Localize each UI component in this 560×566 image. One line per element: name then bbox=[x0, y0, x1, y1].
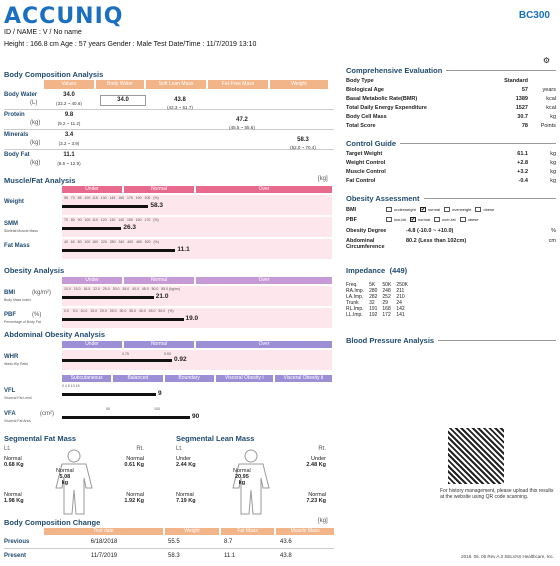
visceral-head: Visceral Obesity Ⅱ bbox=[275, 375, 332, 382]
eval-unit bbox=[528, 78, 556, 84]
eval-row bbox=[346, 123, 556, 129]
eval-unit: Points bbox=[540, 123, 556, 129]
impedance-head-cell: Freq. bbox=[346, 282, 358, 288]
impedance-cell: 141 bbox=[396, 312, 405, 318]
impedance-cell: RL.Imp. bbox=[346, 306, 364, 312]
value-bar bbox=[62, 227, 121, 230]
visceral-header bbox=[62, 375, 332, 382]
option-label: underweight bbox=[394, 207, 416, 212]
assess-option bbox=[475, 207, 494, 213]
test-info-line: Height : 166.8 cm Age : 57 years Gender : Male Test Date/Time : 11/7/2019 13:10 bbox=[4, 41, 257, 48]
obesity-header: Under Normal Over bbox=[62, 277, 332, 284]
assess-option bbox=[420, 207, 440, 213]
option-label: low-fat bbox=[394, 217, 406, 222]
composition-title: Body Composition Analysis bbox=[4, 70, 104, 79]
control-value: +2.8 bbox=[517, 160, 528, 166]
bp-title: Blood Pressure Analysis bbox=[346, 336, 435, 345]
tick-labels: 70 80 90 100 110 120 130 140 150 160 170 (%) bbox=[64, 218, 159, 222]
eval-unit: kcal bbox=[546, 105, 556, 111]
row-label: BMI bbox=[4, 290, 15, 296]
bar-value: 21.0 bbox=[155, 293, 169, 300]
eval-value: 1389 bbox=[515, 96, 528, 102]
table-row bbox=[346, 312, 413, 318]
impedance-cell: RA.Imp. bbox=[346, 288, 365, 294]
assess-option bbox=[444, 207, 471, 213]
control-row bbox=[346, 169, 556, 175]
row-sublabel: Body Mass Index bbox=[4, 298, 31, 302]
option-label: overweight bbox=[452, 207, 472, 212]
control-value: -0.4 bbox=[518, 178, 528, 184]
option-label: obese bbox=[467, 217, 479, 222]
value-bar bbox=[62, 249, 175, 252]
row-sublabel: Skeletal Muscle Mass bbox=[4, 229, 38, 233]
control-label: Target Weight bbox=[346, 151, 383, 157]
impedance-cell: 172 bbox=[382, 312, 391, 318]
eval-unit: years bbox=[542, 87, 556, 93]
assess-title: Obesity Assessment bbox=[346, 194, 420, 203]
visceral-head: Boundary bbox=[165, 375, 214, 382]
impedance-title: Impedance bbox=[346, 266, 386, 275]
settings-icon[interactable]: ⚙ bbox=[542, 56, 550, 65]
muscle-row bbox=[4, 195, 334, 217]
eval-row bbox=[346, 87, 556, 93]
eval-row bbox=[346, 114, 556, 120]
bar-value: 11.1 bbox=[177, 246, 190, 253]
muscle-unit: [kg] bbox=[318, 176, 328, 182]
whr-bar bbox=[62, 359, 172, 362]
checkbox-icon: ✔ bbox=[410, 217, 416, 224]
control-unit: kg bbox=[550, 178, 556, 184]
abdominal-title: Abdominal Obesity Analysis bbox=[4, 330, 105, 339]
control-unit: kg bbox=[550, 160, 556, 166]
id-line: ID / NAME : V / No name bbox=[4, 29, 82, 36]
body-figure-icon bbox=[44, 448, 104, 516]
slm-value: 43.8 bbox=[174, 97, 186, 103]
assess-option bbox=[386, 207, 416, 213]
row-minerals: Minerals (kg) 3.4 (3.2 ~ 3.9) bbox=[4, 130, 334, 150]
impedance-table bbox=[346, 282, 413, 318]
visceral-head: Subcutaneous bbox=[62, 375, 111, 382]
eval-title: Comprehensive Evaluation bbox=[346, 66, 443, 75]
obesity-degree-row: Obesity Degree -4.8 (-10.0 ~ +10.0) % bbox=[346, 228, 556, 234]
impedance-cell: 210 bbox=[396, 294, 405, 300]
assess-option bbox=[386, 217, 406, 223]
row-unit: (%) bbox=[32, 312, 42, 318]
vfa-row: VFA (cm²) Visceral Fat Area 50 100 90 bbox=[4, 407, 200, 423]
impedance-cell: 248 bbox=[382, 288, 391, 294]
composition-header bbox=[44, 80, 329, 89]
body-figure-icon bbox=[221, 448, 281, 516]
control-row bbox=[346, 178, 556, 184]
footer: 2018. 06. 06 Rev A.2 SELVAS Healthcare, Inc. bbox=[461, 554, 554, 559]
checkbox-icon bbox=[444, 207, 450, 212]
assess-option bbox=[460, 217, 479, 223]
control-label: Fat Control bbox=[346, 178, 376, 184]
control-row bbox=[346, 160, 556, 166]
vfl-row: VFL Visceral Fat Level 0 4 5 10 15 9 bbox=[4, 384, 162, 400]
value-bar bbox=[62, 318, 184, 321]
row-label: Fat Mass bbox=[4, 243, 30, 249]
visceral-head: Balanced bbox=[113, 375, 162, 382]
col-weight: Weight bbox=[270, 80, 328, 89]
change-title: Body Composition Change bbox=[4, 518, 101, 527]
weight-value: 58.3 bbox=[297, 137, 309, 143]
control-rows bbox=[346, 151, 556, 184]
bar-value: 58.3 bbox=[150, 202, 164, 209]
row-label: SMM bbox=[4, 221, 18, 227]
pbf-assess-row: PBF low-fat ✔ normal over-fat obese bbox=[346, 217, 479, 224]
control-label: Muscle Control bbox=[346, 169, 386, 175]
muscle-header: Under Normal Over bbox=[62, 186, 332, 193]
impedance-cell: 142 bbox=[396, 306, 405, 312]
eval-rows bbox=[346, 78, 556, 129]
eval-label: Basal Metabolic Rate(BMR) bbox=[346, 96, 418, 102]
control-label: Weight Control bbox=[346, 160, 386, 166]
eval-label: Total Daily Energy Expenditure bbox=[346, 105, 427, 111]
whr-row: WHR Waist-Hip Ratio 0.75 0.90 0.92 bbox=[4, 350, 334, 372]
row-label: Weight bbox=[4, 199, 24, 205]
impedance-cell: 168 bbox=[382, 306, 391, 312]
checkbox-icon bbox=[386, 207, 392, 212]
row-unit: (kg/m²) bbox=[32, 290, 51, 296]
assess-option bbox=[410, 217, 430, 223]
visceral-head: Visceral Obesity Ⅰ bbox=[216, 375, 273, 382]
abdominal-row: Abdominal Circumference 80.2 (Less than 102cm) cm bbox=[346, 238, 556, 250]
row-label: PBF bbox=[4, 312, 16, 318]
qr-code-icon[interactable] bbox=[448, 428, 504, 484]
row-body-fat: Body Fat (kg) 11.1 (8.6 ~ 12.9) bbox=[4, 152, 81, 166]
table-row: Previous 6/18/2018 55.5 8.7 43.6 bbox=[4, 536, 334, 549]
impedance-cell: Trunk bbox=[346, 300, 359, 306]
obesity-row bbox=[4, 286, 334, 308]
option-label: normal bbox=[427, 207, 441, 212]
model-label: BC300 bbox=[518, 10, 550, 21]
impedance-cell: 280 bbox=[369, 288, 378, 294]
seglean-figure: Lt. Rt. Under 2.44 Kg Under 2.48 Kg Normal 20.95 kg Normal 7.19 Kg Normal 7.23 Kg bbox=[176, 446, 326, 518]
option-label: obese bbox=[483, 207, 495, 212]
eval-label: Body Cell Mass bbox=[346, 114, 387, 120]
seglean-title: Segmental Lean Mass bbox=[176, 434, 255, 443]
impedance-cell: LA.Imp. bbox=[346, 294, 364, 300]
right-column: Comprehensive Evaluation Body Type Standard Biological Age 57 years Basal Metabolic Rate(BMR) 1389 kcal Total Daily Energy Expenditure 1527 kcal Body Cell Mass 30.7 kg Total Score 78 Points Control Guide Target Weight 61.1 kg Weight Control +2.8 kg Muscle Control +3.2 kg Fat Control -0.4 kg Obesity Assessment BMI underweight ✔ normal overweight obese PBF low-fat ✔ normal over-fat obese Obesity Degree -4.8 (-10.0 ~ +10.0) % Abdominal Circumference 80.2 (Less than 102cm) cm Impedance (449) Freq. 5K 50K 250K RA.Imp. 280 248 211 LA.Imp. 282 252 210 Trunk 32 29 24 RL.Imp. 191 168 142 LL.Imp. 192 172 141 Blood Pressure Analysis bbox=[346, 66, 556, 345]
impedance-cell: 24 bbox=[396, 300, 402, 306]
bmi-assess-row: BMI underweight ✔ normal overweight obese bbox=[346, 207, 495, 214]
option-label: over-fat bbox=[442, 217, 456, 222]
muscle-row bbox=[4, 239, 334, 261]
assess-option bbox=[434, 217, 456, 223]
change-header: Test date Weight Fat Mass Muscle Mass bbox=[44, 528, 334, 535]
eval-value: 78 bbox=[521, 123, 528, 129]
tick-labels: 0.0 5.0 10.0 15.0 20.0 25.0 30.0 35.0 40.0 45.0 50.0 (%) bbox=[64, 309, 174, 313]
impedance-head-cell: 5K bbox=[369, 282, 376, 288]
tick-labels: 40 60 80 100 160 220 280 340 400 460 520 (%) bbox=[64, 240, 159, 244]
eval-row bbox=[346, 105, 556, 111]
control-value: 61.1 bbox=[517, 151, 528, 157]
impedance-cell: 191 bbox=[369, 306, 378, 312]
obesity-title: Obesity Analysis bbox=[4, 266, 65, 275]
eval-value: 57 bbox=[521, 87, 528, 93]
checkbox-icon bbox=[434, 217, 440, 222]
impedance-cell: LL.Imp. bbox=[346, 312, 363, 318]
checkbox-icon bbox=[386, 217, 392, 222]
obesity-row bbox=[4, 308, 334, 330]
eval-row bbox=[346, 96, 556, 102]
eval-value: Standard bbox=[504, 78, 528, 84]
brand-logo: ACCUNIQ bbox=[4, 4, 124, 29]
checkbox-icon bbox=[460, 217, 466, 222]
ffm-value: 47.2 bbox=[236, 117, 248, 123]
value-bar bbox=[62, 205, 148, 208]
eval-unit: kg bbox=[550, 114, 556, 120]
control-row bbox=[346, 151, 556, 157]
impedance-cell: 211 bbox=[396, 288, 405, 294]
impedance-cell: 29 bbox=[382, 300, 388, 306]
eval-value: 1527 bbox=[515, 105, 528, 111]
control-unit: kg bbox=[550, 151, 556, 157]
eval-value: 30.7 bbox=[517, 114, 528, 120]
eval-label: Total Score bbox=[346, 123, 376, 129]
value-bar bbox=[62, 296, 154, 299]
eval-label: Biological Age bbox=[346, 87, 384, 93]
muscle-rows bbox=[4, 195, 334, 261]
segfat-title: Segmental Fat Mass bbox=[4, 434, 77, 443]
impedance-head-cell: 250K bbox=[396, 282, 408, 288]
col-soft-lean: Soft Lean Mass bbox=[146, 80, 206, 89]
segfat-figure: Lt. Rt. Normal 0.68 Kg Normal 0.61 Kg Normal 5.08 kg Normal 1.98 Kg Normal 1.92 Kg bbox=[4, 446, 144, 518]
change-unit: [kg] bbox=[318, 518, 328, 524]
muscle-title: Muscle/Fat Analysis bbox=[4, 176, 76, 185]
control-value: +3.2 bbox=[517, 169, 528, 175]
tick-labels: 55 70 85 100 115 130 145 160 175 190 205 (%) bbox=[64, 196, 159, 200]
obesity-rows bbox=[4, 286, 334, 330]
row-body-water: Body Water (L) 34.0 (33.2 ~ 40.6) 34.0 bbox=[4, 90, 334, 110]
col-body-water: Body Water bbox=[96, 80, 144, 89]
row-protein: Protein (kg) 9.8 (9.2 ~ 11.2) bbox=[4, 110, 334, 130]
change-rows bbox=[4, 536, 334, 562]
col-fat-free: Fat-Free Mass bbox=[208, 80, 268, 89]
control-title: Control Guide bbox=[346, 139, 396, 148]
table-row: Present 11/7/2019 58.3 11.1 43.8 bbox=[4, 552, 292, 559]
vfa-bar bbox=[62, 416, 190, 419]
eval-row bbox=[346, 78, 556, 84]
bar-value: 26.3 bbox=[123, 224, 137, 231]
eval-unit: kcal bbox=[546, 96, 556, 102]
control-unit: kg bbox=[550, 169, 556, 175]
option-label: normal bbox=[417, 217, 431, 222]
impedance-cell: 32 bbox=[369, 300, 375, 306]
checkbox-icon: ✔ bbox=[420, 207, 426, 214]
qr-text: For history management, please upload this results at the website using QR code scanning. bbox=[440, 488, 554, 500]
checkbox-icon bbox=[475, 207, 481, 212]
muscle-row bbox=[4, 217, 334, 239]
col-values: Values bbox=[44, 80, 94, 89]
tick-labels: 10.0 15.0 18.5 22.0 25.0 30.0 35.0 40.0 45.0 50.0 55.0 (kg/m²) bbox=[64, 287, 181, 291]
eval-label: Body Type bbox=[346, 78, 374, 84]
impedance-head-cell: 50K bbox=[382, 282, 392, 288]
impedance-cell: 282 bbox=[369, 294, 378, 300]
impedance-cell: 192 bbox=[369, 312, 378, 318]
row-sublabel: Percentage of Body Fat bbox=[4, 320, 41, 324]
bar-value: 19.0 bbox=[185, 315, 199, 322]
abdominal-header: Under Normal Over bbox=[62, 341, 332, 348]
impedance-cell: 252 bbox=[382, 294, 391, 300]
vfl-bar bbox=[62, 393, 156, 396]
